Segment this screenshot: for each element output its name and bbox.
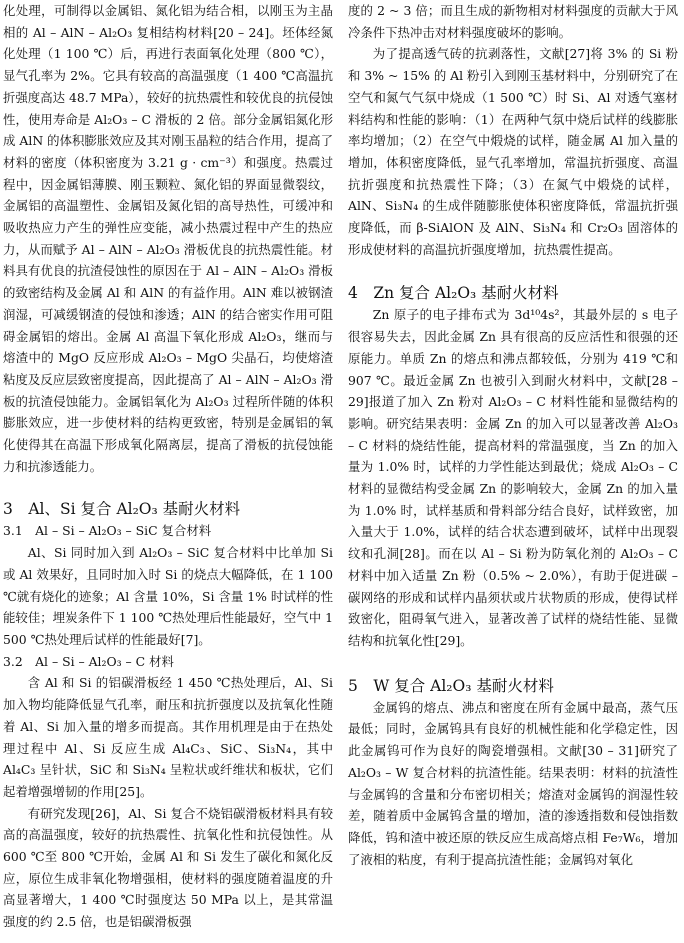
- paragraph-3-2-b: 有研究发现[26]，Al、Si 复合不烧铝碳滑板材料具有较高的高温强度，较好的抗热震性、抗氧化性和抗侵蚀性。从 600 ℃至 800 ℃开始，金属 Al 和 Si 发生了碳化和氮化反应，原位生成非氧化物增强相，使材料的强度随着温度的升高显著增大，1 400 ℃时强度达 50 MPa 以上，是其常温强度的约 2.5 倍，也是铝碳滑板强: [3, 805, 333, 930]
- section-5-heading: 5 W 复合 Al₂O₃ 基耐火材料: [348, 676, 554, 695]
- paragraph-3-1: Al、Si 同时加入到 Al₂O₃ – SiC 复合材料中比单加 Si 或 Al 效果好，且同时加入时 Si 的烧点大幅降低，在 1 100 ℃就有烧化的迹象；Al 含量 10%，Si 含量 1% 时试样的性能较佳；埋炭条件下 1 100 ℃热处理后性能最好，空气中 1 500 ℃热处理后试样的性能最好[7]。: [3, 545, 333, 647]
- subsection-3-1-heading: 3.1 Al – Si – Al₂O₃ – SiC 复合材料: [3, 523, 212, 539]
- subsection-3-2-heading: 3.2 Al – Si – Al₂O₃ – C 材料: [3, 653, 174, 669]
- paragraph-intro: 化处理，可制得以金属铝、氮化铝为结合相，以刚玉为主晶相的 Al – AlN – Al₂O₃ 复相结构材料[20 – 24]。坯体经氮化处理（1 100 ℃）后，再进行表面氧化处理（800 ℃），显气孔率为 2%。它具有较高的高温强度（1 400 ℃高温抗折强度高达 48.7 MPa），较好的抗热震性和较优良的抗侵蚀性，使用寿命是 Al₂O₃ – C 滑板的 2 倍。部分金属铝氮化形成 AlN 的体积膨胀效应及其对刚玉晶粒的结合作用，提高了材料的密度（体积密度为 3.21 g · cm⁻³）和强度。热震过程中，因金属铝薄膜、刚玉颗粒、氮化铝的界面显微裂纹，金属铝的高温塑性、金属铝及氮化铝的高导热性，可缓冲和吸收热应力产生的弹性应变能，减小热震过程中产生的热应力，从而赋予 Al – AlN – Al₂O₃ 滑板优良的抗热震性能。材料具有优良的抗渣侵蚀性的原因在于 Al – AlN – Al₂O₃ 滑板的致密结构及金属 Al 和 AlN 的有益作用。AlN 难以被钢渣润湿，可减缓钢渣的侵蚀和渗透；AlN 的结合密实作用可阻碍金属铝的熔出。金属 Al 高温下氧化形成 Al₂O₃，继而与熔渣中的 MgO 反应形成 Al₂O₃ – MgO 尖晶石，均使熔渣粘度及反应层致密度提高，因此提高了 Al – AlN – Al₂O₃ 滑板的抗渣侵蚀能力。金属铝氧化为 Al₂O₃ 过程所伴随的体积膨胀效应，进一步使材料的结构更致密，特别是金属铝的氧化使得其在高温下形成氧化隔离层，提高了滑板的抗侵蚀能力和抗渗透能力。: [3, 3, 333, 474]
- right-column: [348, 0, 678, 870]
- paragraph-5: 金属钨的熔点、沸点和密度在所有金属中最高，蒸气压最低；同时，金属钨具有良好的机械性能和化学稳定性，因此金属钨可作为良好的陶瓷增强相。文献[30 – 31]研究了 Al₂O₃ – W 复合材料的抗渣性能。结果表明：材料的抗渣性与金属钨的含量和分布密切相关；熔渣对金属钨的润湿性较差，随着质中金属钨含量的增加，渣的渗透指数和侵蚀指数降低，钨和渣中被还原的铁反应生成高熔点相 Fe₇W₆，增加了液相的粘度，有利于提高抗渣性能；金属钨对氧化: [348, 699, 678, 867]
- paragraph-3-2-a: 含 Al 和 Si 的铝碳滑板经 1 450 ℃热处理后，Al、Si 加入物均能降低显气孔率，耐压和抗折强度以及抗氧化性随着 Al、Si 加入量的增多而提高。其作用机理是由于在热处理过程中 Al、Si 反应生成 Al₄C₃、SiC、Si₃N₄，其中 Al₄C₃ 呈针状，SiC 和 Si₃N₄ 呈粒状或纤维状和板状，它们起着增强增韧的作用[25]。: [3, 675, 333, 799]
- section-3-heading: 3 Al、Si 复合 Al₂O₃ 基耐火材料: [3, 500, 241, 519]
- paragraph-ref-27: 为了提高透气砖的抗剥落性，文献[27]将 3% 的 Si 粉和 3% ~ 15% 的 Al 粉引入到刚玉基材料中，分别研究了在空气和氮气气氛中烧成（1 500 ℃）时 Si、Al 对透气塞材料结构和性能的影响：（1）在两种气氛中烧后试样的线膨胀率均增加；（2）在空气中煅烧的试样，随金属 Al 加入量的增加，体积密度降低，显气孔率增加，常温抗折强度、高温抗折强度和抗热震性下降；（3）在氮气中煅烧的试样，AlN、Si₃N₄ 的生成伴随膨胀使体积密度降低，常温抗折强度降低，而 β-SiAlON 及 AlN、Si₃N₄ 和 Cr₂O₃ 固溶体的形成使材料的高温抗折强度增加，抗热震性提高。: [348, 46, 679, 257]
- left-column: [3, 0, 333, 933]
- paragraph-continued: 度的 2 ~ 3 倍；而且生成的新物相对材料强度的贡献大于风冷条件下热冲击对材料强度破坏的影响。: [348, 3, 678, 40]
- paragraph-4: Zn 原子的电子排布式为 3d¹⁰4s²，其最外层的 s 电子很容易失去，因此金属 Zn 具有很高的反应活性和很强的还原能力。单质 Zn 的熔点和沸点都较低，分别为 419 ℃和 907 ℃。最近金属 Zn 也被引入到耐火材料中，文献[28 – 29]报道了加入 Zn 粉对 Al₂O₃ – C 材料性能和显微结构的影响。研究结果表明：金属 Zn 的加入可以显著改善 Al₂O₃ – C 材料的烧结性能，提高材料的常温强度，当 Zn 的加入量为 1.0% 时，试样的力学性能达到最优；烧成 Al₂O₃ – C 材料的显微结构受金属 Zn 的影响较大，金属 Zn 的加入量为 1.0% 时，试样基质和骨料部分结合良好，试样致密，加入量大于 1.0%，试样的结合状态遭到破坏，试样中出现裂纹和孔洞[28]。而在以 Al – Si 粉为防氧化剂的 Al₂O₃ – C 材料中加入适量 Zn 粉（0.5% ~ 2.0%），有助于促进碳 – 碳网络的形成和试样内晶须状或片状物质的形成，使得试样致密化，阻碍氧气进入，显著改善了试样的烧结性能、显微结构和抗氧化性[29]。: [348, 307, 678, 648]
- section-4-heading: 4 Zn 复合 Al₂O₃ 基耐火材料: [348, 284, 559, 303]
